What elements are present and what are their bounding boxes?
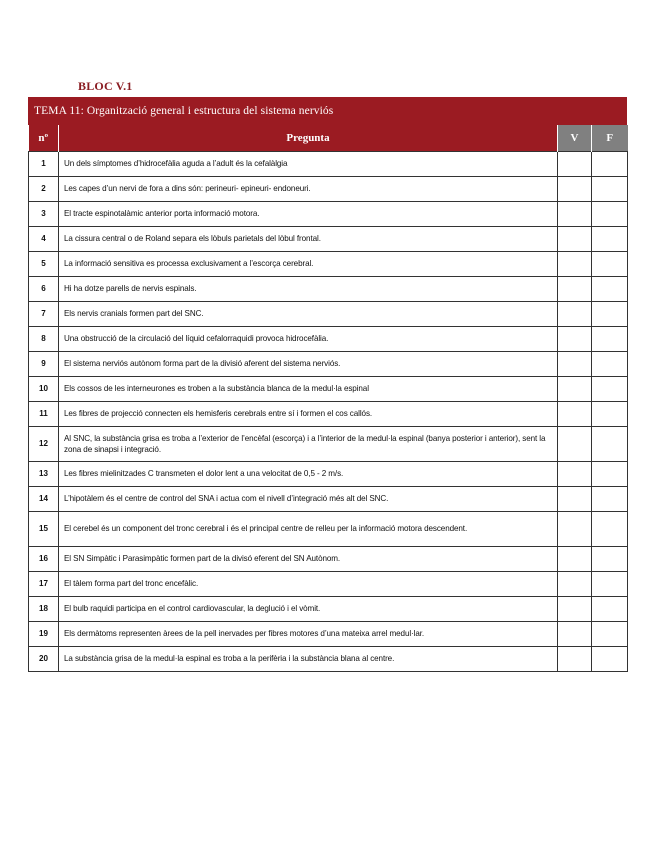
question-number: 16 bbox=[29, 547, 59, 572]
table-row bbox=[29, 427, 628, 462]
answer-true-cell[interactable] bbox=[558, 227, 592, 252]
table-row bbox=[29, 177, 628, 202]
table-row bbox=[29, 227, 628, 252]
answer-false-cell[interactable] bbox=[592, 327, 628, 352]
table-row bbox=[29, 647, 628, 672]
table-header-row bbox=[29, 125, 628, 152]
answer-true-cell[interactable] bbox=[558, 547, 592, 572]
question-text: El tracte espinotalàmic anterior porta informació motora. bbox=[59, 202, 558, 227]
table-row bbox=[29, 277, 628, 302]
question-number: 11 bbox=[29, 402, 59, 427]
table-row bbox=[29, 622, 628, 647]
question-number: 2 bbox=[29, 177, 59, 202]
tema-title: TEMA 11: Organització general i estructura del sistema nerviós bbox=[28, 97, 627, 125]
answer-true-cell[interactable] bbox=[558, 377, 592, 402]
answer-false-cell[interactable] bbox=[592, 487, 628, 512]
question-text: L’hipotàlem és el centre de control del SNA i actua com el nivell d’integració més alt del SNC. bbox=[59, 487, 558, 512]
question-text: Al SNC, la substància grisa es troba a l’exterior de l’encèfal (escorça) i a l’interior de la medul·la espinal (banya posterior i anterior), sent la zona de sinapsi i integració. bbox=[59, 427, 558, 462]
question-number: 6 bbox=[29, 277, 59, 302]
table-row bbox=[29, 152, 628, 177]
col-header-number: nº bbox=[29, 125, 59, 152]
answer-false-cell[interactable] bbox=[592, 177, 628, 202]
answer-true-cell[interactable] bbox=[558, 177, 592, 202]
answer-false-cell[interactable] bbox=[592, 547, 628, 572]
question-number: 3 bbox=[29, 202, 59, 227]
question-text: Les fibres de projecció connecten els hemisferis cerebrals entre sí i formen el cos callós. bbox=[59, 402, 558, 427]
answer-false-cell[interactable] bbox=[592, 647, 628, 672]
answer-false-cell[interactable] bbox=[592, 302, 628, 327]
table-row bbox=[29, 377, 628, 402]
answer-true-cell[interactable] bbox=[558, 572, 592, 597]
question-text: Les capes d’un nervi de fora a dins són: perineuri- epineuri- endoneuri. bbox=[59, 177, 558, 202]
table-row bbox=[29, 597, 628, 622]
questions-table bbox=[28, 125, 628, 672]
question-text: Hi ha dotze parells de nervis espinals. bbox=[59, 277, 558, 302]
question-number: 20 bbox=[29, 647, 59, 672]
answer-true-cell[interactable] bbox=[558, 647, 592, 672]
table-row bbox=[29, 302, 628, 327]
question-text: Els nervis cranials formen part del SNC. bbox=[59, 302, 558, 327]
question-number: 4 bbox=[29, 227, 59, 252]
answer-false-cell[interactable] bbox=[592, 462, 628, 487]
quiz-sheet bbox=[28, 97, 627, 672]
answer-false-cell[interactable] bbox=[592, 202, 628, 227]
table-row bbox=[29, 402, 628, 427]
answer-true-cell[interactable] bbox=[558, 327, 592, 352]
answer-false-cell[interactable] bbox=[592, 402, 628, 427]
question-number: 5 bbox=[29, 252, 59, 277]
answer-false-cell[interactable] bbox=[592, 352, 628, 377]
answer-true-cell[interactable] bbox=[558, 202, 592, 227]
question-text: Les fibres mielinitzades C transmeten el dolor lent a una velocitat de 0,5 - 2 m/s. bbox=[59, 462, 558, 487]
question-text: Un dels símptomes d’hidrocefàlia aguda a l’adult és la cefalàlgia bbox=[59, 152, 558, 177]
answer-false-cell[interactable] bbox=[592, 622, 628, 647]
col-header-false: F bbox=[592, 125, 628, 152]
table-row bbox=[29, 327, 628, 352]
answer-false-cell[interactable] bbox=[592, 512, 628, 547]
question-number: 9 bbox=[29, 352, 59, 377]
answer-true-cell[interactable] bbox=[558, 487, 592, 512]
question-number: 10 bbox=[29, 377, 59, 402]
question-text: El SN Simpàtic i Parasimpàtic formen part de la divisó eferent del SN Autònom. bbox=[59, 547, 558, 572]
question-number: 1 bbox=[29, 152, 59, 177]
question-text: Els cossos de les interneurones es troben a la substància blanca de la medul·la espinal bbox=[59, 377, 558, 402]
table-row bbox=[29, 512, 628, 547]
answer-true-cell[interactable] bbox=[558, 462, 592, 487]
question-number: 15 bbox=[29, 512, 59, 547]
table-row bbox=[29, 547, 628, 572]
answer-true-cell[interactable] bbox=[558, 402, 592, 427]
answer-false-cell[interactable] bbox=[592, 572, 628, 597]
answer-false-cell[interactable] bbox=[592, 252, 628, 277]
col-header-question: Pregunta bbox=[59, 125, 558, 152]
answer-false-cell[interactable] bbox=[592, 152, 628, 177]
question-text: La substància grisa de la medul·la espinal es troba a la perifèria i la substància blana al centre. bbox=[59, 647, 558, 672]
col-header-true: V bbox=[558, 125, 592, 152]
table-row bbox=[29, 252, 628, 277]
question-text: El cerebel és un component del tronc cerebral i és el principal centre de relleu per la informació motora descendent. bbox=[59, 512, 558, 547]
bloc-label: BLOC V.1 bbox=[78, 79, 133, 93]
question-text: El bulb raquidi participa en el control cardiovascular, la deglució i el vòmit. bbox=[59, 597, 558, 622]
answer-false-cell[interactable] bbox=[592, 597, 628, 622]
answer-false-cell[interactable] bbox=[592, 277, 628, 302]
questions-body bbox=[29, 152, 628, 672]
table-row bbox=[29, 572, 628, 597]
answer-true-cell[interactable] bbox=[558, 302, 592, 327]
question-number: 8 bbox=[29, 327, 59, 352]
table-row bbox=[29, 462, 628, 487]
question-number: 14 bbox=[29, 487, 59, 512]
question-number: 18 bbox=[29, 597, 59, 622]
question-text: El tàlem forma part del tronc encefàlic. bbox=[59, 572, 558, 597]
table-row bbox=[29, 202, 628, 227]
question-number: 7 bbox=[29, 302, 59, 327]
answer-true-cell[interactable] bbox=[558, 352, 592, 377]
question-text: La cissura central o de Roland separa els lòbuls parietals del lòbul frontal. bbox=[59, 227, 558, 252]
table-row bbox=[29, 352, 628, 377]
answer-false-cell[interactable] bbox=[592, 377, 628, 402]
question-number: 12 bbox=[29, 427, 59, 462]
answer-true-cell[interactable] bbox=[558, 427, 592, 462]
question-number: 17 bbox=[29, 572, 59, 597]
answer-true-cell[interactable] bbox=[558, 277, 592, 302]
answer-true-cell[interactable] bbox=[558, 512, 592, 547]
question-number: 13 bbox=[29, 462, 59, 487]
answer-false-cell[interactable] bbox=[592, 427, 628, 462]
answer-false-cell[interactable] bbox=[592, 227, 628, 252]
question-text: El sistema nerviós autònom forma part de la divisió aferent del sistema nerviós. bbox=[59, 352, 558, 377]
question-number: 19 bbox=[29, 622, 59, 647]
question-text: Una obstrucció de la circulació del líquid cefalorraquidi provoca hidrocefàlia. bbox=[59, 327, 558, 352]
answer-true-cell[interactable] bbox=[558, 622, 592, 647]
answer-true-cell[interactable] bbox=[558, 252, 592, 277]
answer-true-cell[interactable] bbox=[558, 597, 592, 622]
question-text: La informació sensitiva es processa exclusivament a l’escorça cerebral. bbox=[59, 252, 558, 277]
table-row bbox=[29, 487, 628, 512]
answer-true-cell[interactable] bbox=[558, 152, 592, 177]
question-text: Els dermàtoms representen àrees de la pell inervades per fibres motores d’una mateixa arrel medul·lar. bbox=[59, 622, 558, 647]
